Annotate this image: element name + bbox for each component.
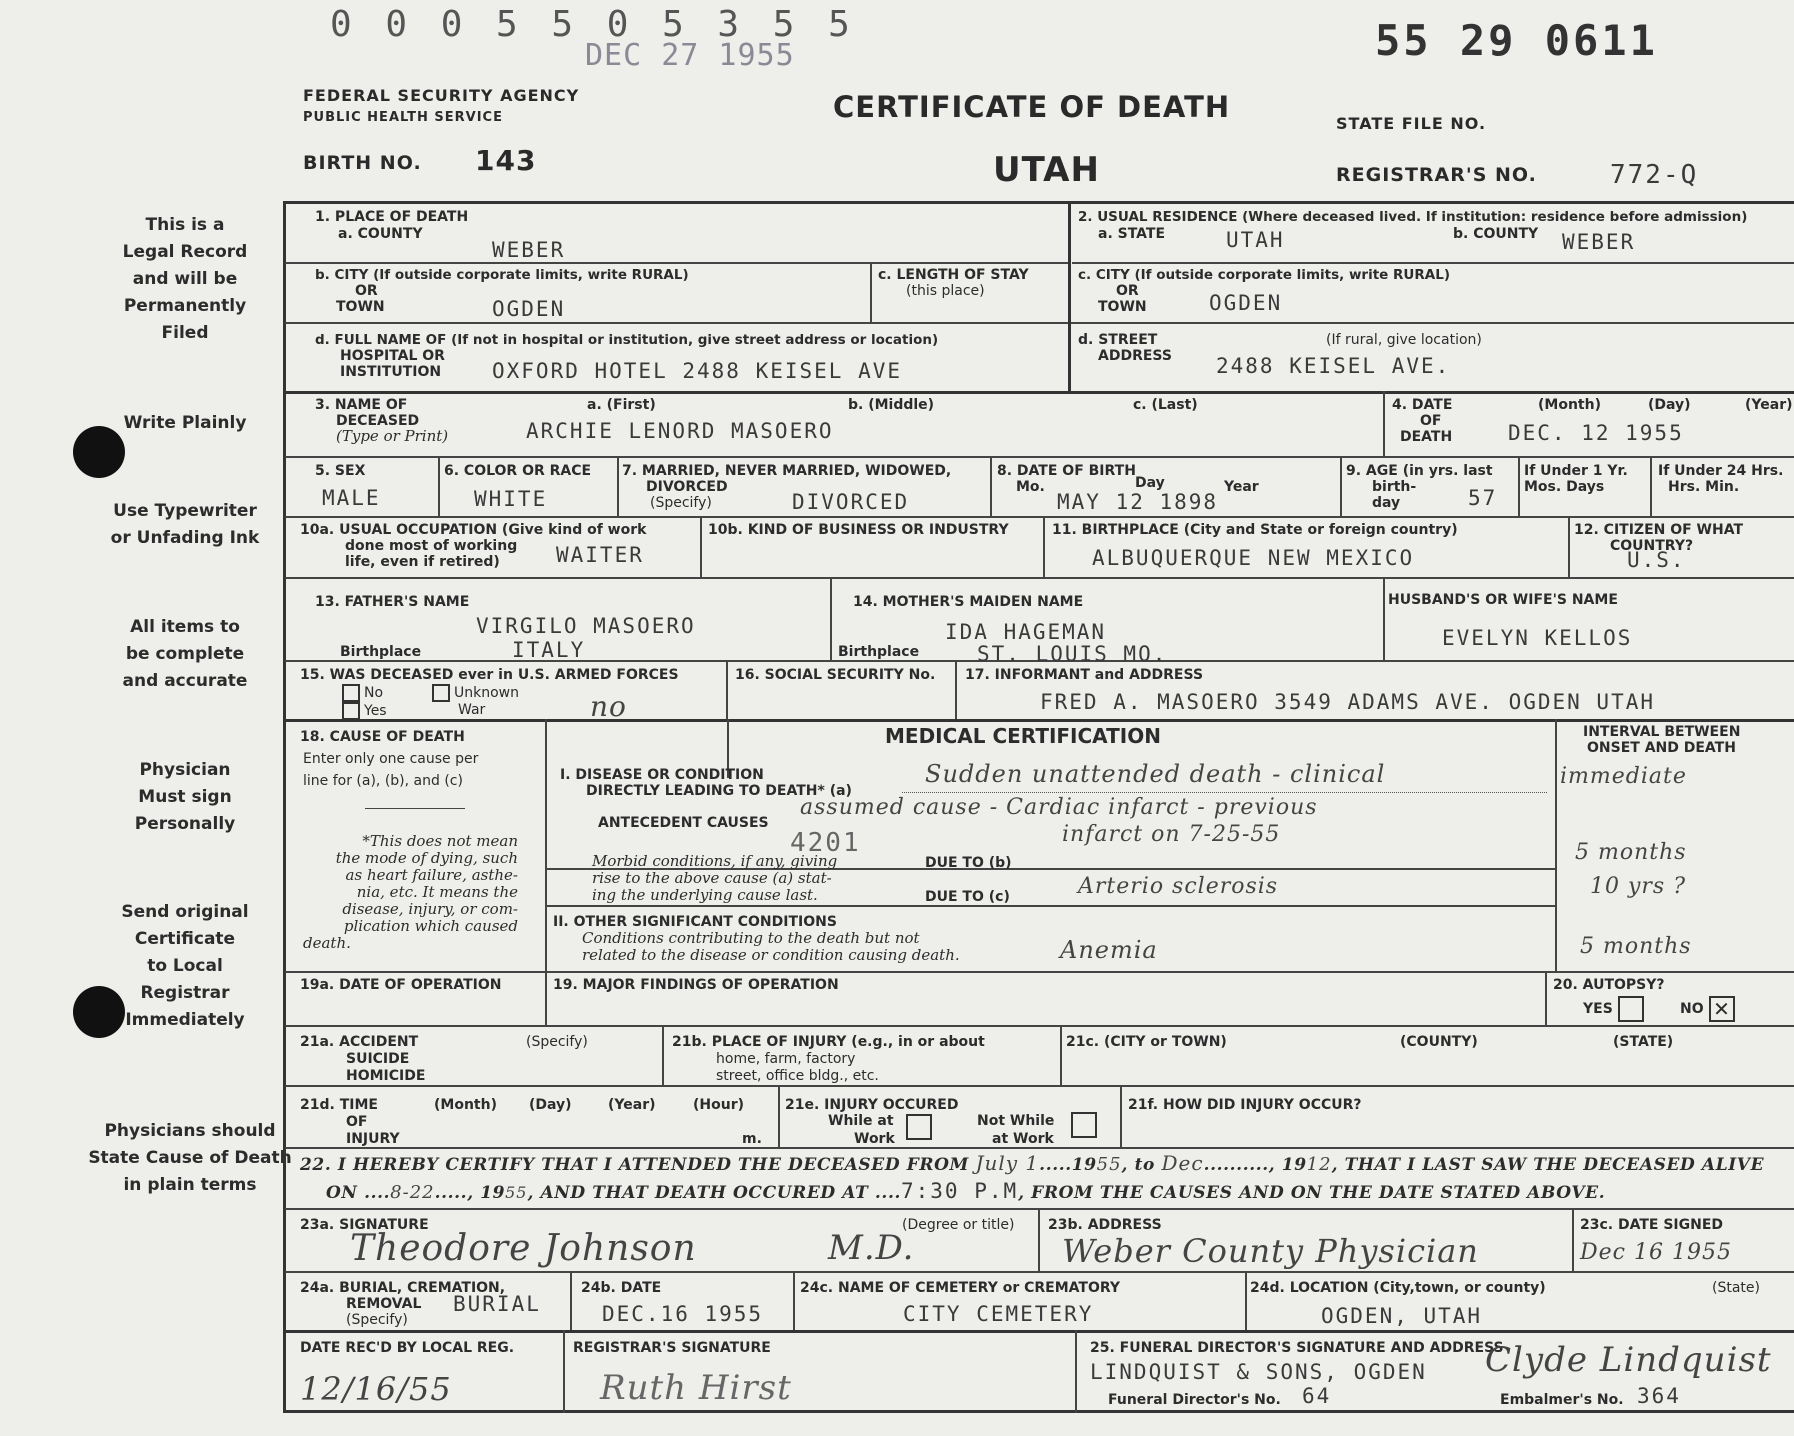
place-injury-3: street, office bldg., etc. — [716, 1068, 879, 1084]
race-value: WHITE — [474, 487, 548, 511]
file-number: 55 29 0611 — [1375, 16, 1658, 65]
length-stay-label: c. LENGTH OF STAY — [878, 267, 1029, 283]
city-or: OR — [355, 283, 378, 299]
sidebar-complete: All items to be complete and accurate — [122, 617, 248, 691]
ssn-label: 16. SOCIAL SECURITY No. — [735, 667, 936, 683]
interval-other-value: 5 months — [1580, 934, 1692, 959]
cause-a-value: Sudden unattended death - clinical — [925, 760, 1386, 788]
address-label: ADDRESS — [1098, 348, 1172, 364]
registrar-no: 772-Q — [1610, 160, 1699, 190]
res-state-value: UTAH — [1226, 228, 1285, 252]
under1-label: If Under 1 Yr. — [1524, 463, 1628, 479]
address-23b-label: 23b. ADDRESS — [1048, 1217, 1162, 1233]
mother-label: 14. MOTHER'S MAIDEN NAME — [853, 594, 1084, 610]
time-hour-label: (Hour) — [693, 1097, 745, 1113]
armed-no-option[interactable]: No — [342, 684, 383, 702]
embalmer-no-value: 364 — [1637, 1384, 1681, 1408]
funeral-director-value: LINDQUIST & SONS, OGDEN — [1090, 1360, 1427, 1384]
res-city-label: c. CITY (If outside corporate limits, write RURAL) — [1078, 267, 1450, 283]
informant-label: 17. INFORMANT and ADDRESS — [965, 667, 1204, 683]
morbid-note: Morbid conditions, if any, giving rise to the above cause (a) stat- ing the underlying cause last. — [592, 852, 838, 904]
father-birthplace-value: ITALY — [512, 638, 586, 662]
other-conditions-note-1: Conditions contributing to the death but not — [582, 929, 920, 947]
embalmer-no-label: Embalmer's No. — [1500, 1392, 1624, 1408]
registrar-signature: Ruth Hirst — [600, 1368, 792, 1408]
armed-handwritten: no — [590, 690, 627, 723]
at-work-label: at Work — [992, 1131, 1054, 1147]
dob-value: MAY 12 1898 — [1057, 490, 1219, 514]
mos-days-label: Mos. Days — [1524, 479, 1605, 495]
middle-label: b. (Middle) — [848, 397, 935, 413]
res-street-value: 2488 KEISEL AVE. — [1216, 354, 1451, 378]
death-date-value: DEC. 12 1955 — [1508, 421, 1684, 445]
date-death-of: OF — [1420, 413, 1442, 429]
this-place-label: (this place) — [906, 283, 985, 299]
deceased-name: ARCHIE LENORD MASOERO — [526, 419, 834, 443]
accident-label: 21a. ACCIDENT — [300, 1034, 419, 1050]
citizen-label: 12. CITIZEN OF WHAT — [1574, 522, 1744, 538]
due-to-b-label: DUE TO (b) — [925, 855, 1012, 871]
res-state-label: a. STATE — [1098, 226, 1166, 242]
cause-instruction-2: line for (a), (b), and (c) — [303, 773, 463, 789]
accident-specify: (Specify) — [526, 1034, 588, 1050]
street-label: d. STREET — [1078, 332, 1158, 348]
cause-note: *This does not mean the mode of dying, such as heart failure, asthe- nia, etc. It means the disease, injury, or com- plication which caused death. — [303, 832, 518, 952]
physician-address: Weber County Physician — [1062, 1232, 1479, 1270]
city-label: b. CITY (If outside corporate limits, write RURAL) — [315, 267, 689, 283]
operation-date-label: 19a. DATE OF OPERATION — [300, 977, 502, 993]
occupation-label-3: life, even if retired) — [345, 554, 500, 570]
armed-yes-checkbox[interactable] — [342, 702, 360, 720]
time-injury-label: 21d. TIME — [300, 1097, 378, 1113]
sidebar-send-original: Send original Certificate to Local Registrar Immediately — [121, 902, 249, 1030]
physician-degree: M.D. — [828, 1228, 915, 1268]
mother-birthplace-label: Birthplace — [838, 644, 920, 660]
usual-residence-label: 2. USUAL RESIDENCE (Where deceased lived. If institution: residence before admission) — [1078, 209, 1748, 225]
informant-value: FRED A. MASOERO 3549 ADAMS AVE. OGDEN UTAH — [1040, 690, 1656, 714]
cert-line-1: 22. I HEREBY CERTIFY THAT I ATTENDED THE DECEASED FROM July 1.....1955, to Dec.........., 1912, THAT I LAST SAW THE DECEASED ALIVE — [300, 1151, 1765, 1175]
due-to-c-label: DUE TO (c) — [925, 889, 1010, 905]
certificate-title: CERTIFICATE OF DEATH — [833, 90, 1231, 124]
occupation-value: WAITER — [556, 543, 644, 567]
time-day-label: (Day) — [529, 1097, 572, 1113]
sidebar-physician: Physician Must sign Personally — [134, 760, 236, 834]
spouse-value: EVELYN KELLOS — [1442, 626, 1633, 650]
res-city-value: OGDEN — [1209, 291, 1283, 315]
mother-birthplace-value: ST. LOUIS MO. — [977, 642, 1168, 666]
business-label: 10b. KIND OF BUSINESS OR INDUSTRY — [708, 522, 1009, 538]
sex-label: 5. SEX — [315, 463, 366, 479]
cert-line-2: ON ....8-22....., 1955, AND THAT DEATH OCCURED AT ....7:30 P.M, FROM THE CAUSES AND ON THE DATE STATED ABOVE. — [326, 1179, 1606, 1203]
sex-value: MALE — [322, 486, 381, 510]
location-value: OGDEN, UTAH — [1321, 1304, 1483, 1328]
time-m-label: m. — [742, 1131, 762, 1147]
first-label: a. (First) — [587, 397, 656, 413]
race-label: 6. COLOR OR RACE — [444, 463, 592, 479]
hospital-label: d. FULL NAME OF (If not in hospital or institution, give street address or location) — [315, 332, 939, 348]
physician-signature: Theodore Johnson — [350, 1228, 697, 1269]
county-label: a. COUNTY — [338, 226, 423, 242]
antecedent-label: ANTECEDENT CAUSES — [598, 815, 769, 831]
injury-occured-label: 21e. INJURY OCCURED — [785, 1097, 959, 1113]
funeral-director-label: 25. FUNERAL DIRECTOR'S SIGNATURE AND ADDRESS — [1090, 1340, 1504, 1356]
if-rural-label: (If rural, give location) — [1326, 332, 1482, 348]
agency-name: FEDERAL SECURITY AGENCY — [303, 86, 580, 105]
medical-cert-title: MEDICAL CERTIFICATION — [885, 724, 1161, 748]
county-value: WEBER — [492, 238, 566, 262]
last-label: c. (Last) — [1133, 397, 1198, 413]
onset-label: ONSET AND DEATH — [1587, 740, 1736, 756]
date-death-label: 4. DATE — [1392, 397, 1453, 413]
mother-value: IDA HAGEMAN — [945, 620, 1107, 644]
embalmer-signature: Clyde Lindquist — [1485, 1340, 1772, 1380]
injury-state-label: (STATE) — [1613, 1034, 1674, 1050]
registrar-label: REGISTRAR'S NO. — [1336, 164, 1537, 186]
autopsy-yes-checkbox[interactable] — [1618, 996, 1644, 1022]
location-label: 24d. LOCATION (City,town, or county) — [1250, 1280, 1546, 1296]
other-conditions-label: II. OTHER SIGNIFICANT CONDITIONS — [553, 914, 837, 930]
citizen-value: U.S. — [1627, 548, 1686, 572]
time-injury-word: INJURY — [346, 1131, 400, 1147]
armed-yes-option[interactable]: Yes — [342, 702, 387, 720]
hospital-or-label: HOSPITAL OR — [340, 348, 445, 364]
date-recd-value: 12/16/55 — [300, 1370, 452, 1408]
not-while-work-checkbox[interactable] — [1071, 1112, 1097, 1138]
burial-date-label: 24b. DATE — [581, 1280, 662, 1296]
type-print-label: (Type or Print) — [336, 427, 449, 445]
city-town: TOWN — [336, 299, 385, 315]
hospital-value: OXFORD HOTEL 2488 KEISEL AVE — [492, 359, 903, 383]
disease-label: I. DISEASE OR CONDITION — [560, 767, 764, 783]
marital-specify: (Specify) — [650, 495, 712, 511]
divorced-label: DIVORCED — [646, 479, 728, 495]
burial-date-value: DEC.16 1955 — [602, 1302, 764, 1326]
armed-unknown-checkbox[interactable] — [432, 684, 450, 702]
cemetery-label: 24c. NAME OF CEMETERY or CREMATORY — [800, 1280, 1121, 1296]
homicide-label: HOMICIDE — [346, 1068, 426, 1084]
cause-a3-value: infarct on 7-25-55 — [1062, 822, 1281, 847]
father-value: VIRGILO MASOERO — [476, 614, 696, 638]
date-signed-value: Dec 16 1955 — [1580, 1240, 1732, 1265]
country-label: COUNTRY? — [1610, 538, 1694, 554]
time-of-label: OF — [346, 1114, 368, 1130]
birth-no: 143 — [475, 144, 537, 177]
removal-label: REMOVAL — [346, 1296, 422, 1312]
interval-c-value: 10 yrs ? — [1590, 874, 1687, 899]
age-day: day — [1372, 495, 1401, 511]
burial-label: 24a. BURIAL, CREMATION, — [300, 1280, 506, 1296]
occupation-label-2: done most of working — [345, 538, 518, 554]
cause-a2-value: assumed cause - Cardiac infarct - previous — [800, 795, 1318, 820]
armed-forces-label: 15. WAS DECEASED ever in U.S. ARMED FORCES — [300, 667, 679, 683]
res-county-label: b. COUNTY — [1453, 226, 1539, 242]
city-value: OGDEN — [492, 297, 566, 321]
sidebar-legal-record: This is a Legal Record and will be Permanently Filed — [122, 215, 248, 343]
while-at-work-checkbox[interactable] — [906, 1114, 932, 1140]
dob-year: Year — [1224, 479, 1259, 495]
cause-instruction-1: Enter only one cause per — [303, 751, 479, 767]
operation-findings-label: 19. MAJOR FINDINGS OF OPERATION — [553, 977, 839, 993]
deceased-label: DECEASED — [336, 413, 420, 429]
state-title: UTAH — [993, 150, 1100, 190]
registrar-signature-label: REGISTRAR'S SIGNATURE — [573, 1340, 771, 1356]
cause-code: 4201 — [790, 828, 861, 858]
autopsy-no-option[interactable]: NO ✕ — [1680, 996, 1735, 1022]
place-injury-label: 21b. PLACE OF INJURY (e.g., in or about — [672, 1034, 985, 1050]
father-birthplace-label: Birthplace — [340, 644, 422, 660]
interval-label: INTERVAL BETWEEN — [1583, 724, 1741, 740]
marital-value: DIVORCED — [792, 490, 910, 514]
date-death-death: DEATH — [1400, 429, 1453, 445]
age-value: 57 — [1468, 486, 1498, 510]
birthplace-label: 11. BIRTHPLACE (City and State or foreign country) — [1052, 522, 1458, 538]
armed-unknown-option[interactable]: Unknown — [432, 684, 519, 702]
how-injury-label: 21f. HOW DID INJURY OCCUR? — [1128, 1097, 1362, 1113]
day-label: (Day) — [1648, 397, 1691, 413]
cemetery-value: CITY CEMETERY — [903, 1302, 1094, 1326]
month-label: (Month) — [1538, 397, 1601, 413]
autopsy-yes-option[interactable]: YES — [1583, 996, 1644, 1022]
under24-label: If Under 24 Hrs. — [1658, 463, 1784, 479]
age-birth: birth- — [1372, 479, 1417, 495]
father-label: 13. FATHER'S NAME — [315, 594, 470, 610]
armed-no-checkbox[interactable] — [342, 684, 360, 702]
degree-label: (Degree or title) — [902, 1217, 1015, 1233]
injury-city-label: 21c. (CITY or TOWN) — [1066, 1034, 1227, 1050]
institution-label: INSTITUTION — [340, 364, 442, 380]
interval-b-value: 5 months — [1575, 840, 1687, 865]
place-injury-2: home, farm, factory — [716, 1051, 856, 1067]
date-signed-label: 23c. DATE SIGNED — [1580, 1217, 1724, 1233]
autopsy-no-checkbox[interactable]: ✕ — [1709, 996, 1735, 1022]
spouse-label: HUSBAND'S OR WIFE'S NAME — [1388, 592, 1618, 608]
interval-a-value: immediate — [1560, 764, 1687, 789]
dob-label: 8. DATE OF BIRTH — [997, 463, 1136, 479]
name-label: 3. NAME OF — [315, 397, 408, 413]
date-stamp: DEC 27 1955 — [585, 38, 795, 73]
burial-specify: (Specify) — [346, 1312, 408, 1328]
age-label: 9. AGE (in yrs. last — [1346, 463, 1493, 479]
place-of-death-label: 1. PLACE OF DEATH — [315, 209, 469, 225]
burial-value: BURIAL — [453, 1292, 541, 1316]
sidebar-plain-terms: Physicians should State Cause of Death in plain terms — [88, 1121, 292, 1195]
cause-c-value: Arterio sclerosis — [1078, 874, 1279, 899]
other-conditions-value: Anemia — [1060, 936, 1158, 964]
marital-label: 7. MARRIED, NEVER MARRIED, WIDOWED, — [622, 463, 952, 479]
time-year-label: (Year) — [608, 1097, 656, 1113]
birth-no-label: BIRTH NO. — [303, 152, 422, 174]
other-conditions-note-2: related to the disease or condition causing death. — [582, 946, 960, 964]
fd-no-label: Funeral Director's No. — [1108, 1392, 1281, 1408]
state-file-label: STATE FILE NO. — [1336, 114, 1487, 133]
hrs-min-label: Hrs. Min. — [1668, 479, 1740, 495]
cause-label: 18. CAUSE OF DEATH — [300, 729, 465, 745]
res-city-town: TOWN — [1098, 299, 1147, 315]
work-label: Work — [854, 1131, 895, 1147]
res-county-value: WEBER — [1562, 230, 1636, 254]
sidebar-write-plainly: Write Plainly — [123, 413, 247, 433]
punch-hole-bottom — [73, 986, 125, 1038]
stamp-number: 0 0 0 5 5 0 5 3 5 5 — [330, 4, 856, 45]
fd-no-value: 64 — [1302, 1384, 1332, 1408]
res-city-or: OR — [1116, 283, 1139, 299]
occupation-label: 10a. USUAL OCCUPATION (Give kind of work — [300, 522, 647, 538]
year-label: (Year) — [1745, 397, 1793, 413]
autopsy-label: 20. AUTOPSY? — [1553, 977, 1665, 993]
not-while-label: Not While — [977, 1113, 1055, 1129]
signature-label: 23a. SIGNATURE — [300, 1217, 429, 1233]
dob-day: Day — [1135, 475, 1165, 491]
date-recd-label: DATE REC'D BY LOCAL REG. — [300, 1340, 515, 1356]
suicide-label: SUICIDE — [346, 1051, 410, 1067]
sidebar-typewriter: Use Typewriter or Unfading Ink — [110, 501, 260, 548]
time-month-label: (Month) — [434, 1097, 497, 1113]
dob-mo: Mo. — [1016, 479, 1045, 495]
location-state-label: (State) — [1712, 1280, 1760, 1296]
injury-county-label: (COUNTY) — [1400, 1034, 1478, 1050]
while-at-label: While at — [828, 1113, 894, 1129]
birthplace-value: ALBUQUERQUE NEW MEXICO — [1092, 546, 1415, 570]
service-name: PUBLIC HEALTH SERVICE — [303, 110, 503, 125]
armed-war-label: War — [458, 702, 486, 718]
directly-label: DIRECTLY LEADING TO DEATH* (a) — [586, 783, 852, 799]
